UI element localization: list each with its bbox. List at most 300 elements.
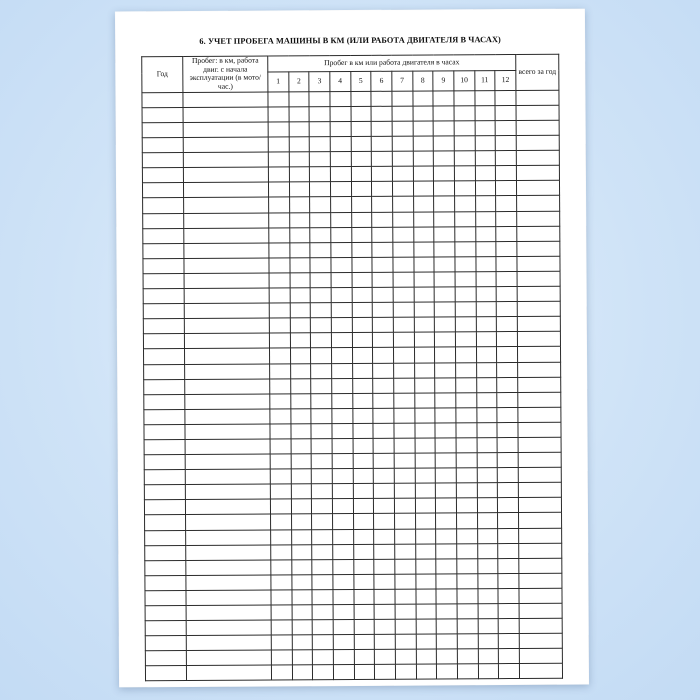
cell-month-2[interactable] (291, 424, 312, 439)
cell-month-7[interactable] (393, 242, 414, 257)
cell-month-9[interactable] (435, 393, 456, 408)
cell-year[interactable] (145, 666, 186, 681)
cell-month-4[interactable] (331, 288, 352, 303)
cell-year-total[interactable] (519, 603, 562, 618)
cell-month-11[interactable] (476, 287, 497, 302)
cell-month-9[interactable] (436, 544, 457, 559)
cell-month-4[interactable] (333, 605, 354, 620)
cell-month-5[interactable] (353, 499, 374, 514)
cell-month-1[interactable] (270, 378, 291, 393)
cell-month-12[interactable] (497, 453, 518, 468)
cell-month-10[interactable] (454, 166, 475, 181)
cell-month-9[interactable] (434, 151, 455, 166)
cell-month-11[interactable] (476, 377, 497, 392)
cell-month-10[interactable] (454, 151, 475, 166)
cell-month-6[interactable] (373, 348, 394, 363)
cell-month-8[interactable] (416, 649, 437, 664)
cell-month-1[interactable] (270, 363, 291, 378)
cell-month-1[interactable] (268, 167, 289, 182)
cell-month-7[interactable] (392, 121, 413, 136)
cell-month-11[interactable] (477, 573, 498, 588)
cell-month-1[interactable] (270, 499, 291, 514)
cell-year-total[interactable] (516, 90, 559, 105)
cell-month-4[interactable] (331, 212, 352, 227)
cell-month-7[interactable] (394, 468, 415, 483)
cell-month-7[interactable] (394, 408, 415, 423)
cell-month-5[interactable] (351, 152, 372, 167)
cell-month-2[interactable] (292, 620, 313, 635)
cell-month-7[interactable] (394, 393, 415, 408)
cell-month-11[interactable] (478, 619, 499, 634)
cell-odometer[interactable] (186, 545, 271, 561)
cell-month-2[interactable] (289, 182, 310, 197)
cell-odometer[interactable] (184, 333, 269, 349)
cell-month-1[interactable] (271, 635, 292, 650)
cell-month-8[interactable] (415, 529, 436, 544)
cell-year-total[interactable] (518, 498, 561, 513)
cell-month-9[interactable] (434, 196, 455, 211)
cell-month-5[interactable] (353, 529, 374, 544)
cell-month-8[interactable] (413, 91, 434, 106)
cell-month-6[interactable] (375, 634, 396, 649)
cell-month-7[interactable] (393, 212, 414, 227)
cell-year[interactable] (142, 123, 183, 138)
cell-month-4[interactable] (332, 408, 353, 423)
cell-month-1[interactable] (269, 197, 290, 212)
cell-month-3[interactable] (311, 363, 332, 378)
cell-month-2[interactable] (291, 499, 312, 514)
cell-month-10[interactable] (456, 513, 477, 528)
cell-month-4[interactable] (333, 620, 354, 635)
cell-month-10[interactable] (457, 619, 478, 634)
cell-year[interactable] (143, 319, 184, 334)
cell-month-1[interactable] (271, 650, 292, 665)
cell-month-7[interactable] (395, 559, 416, 574)
cell-month-4[interactable] (331, 197, 352, 212)
cell-month-4[interactable] (331, 227, 352, 242)
cell-month-3[interactable] (309, 91, 330, 106)
cell-month-8[interactable] (414, 317, 435, 332)
cell-month-2[interactable] (289, 197, 310, 212)
cell-month-8[interactable] (413, 212, 434, 227)
cell-year-total[interactable] (519, 664, 562, 679)
cell-month-6[interactable] (372, 242, 393, 257)
cell-month-4[interactable] (333, 544, 354, 559)
cell-month-10[interactable] (455, 257, 476, 272)
cell-month-10[interactable] (457, 664, 478, 679)
cell-month-7[interactable] (393, 287, 414, 302)
cell-month-7[interactable] (395, 529, 416, 544)
cell-month-3[interactable] (311, 424, 332, 439)
cell-odometer[interactable] (186, 665, 271, 681)
cell-month-6[interactable] (375, 665, 396, 680)
cell-month-10[interactable] (455, 347, 476, 362)
cell-month-3[interactable] (312, 484, 333, 499)
cell-month-2[interactable] (290, 378, 311, 393)
cell-month-5[interactable] (352, 348, 373, 363)
cell-year-total[interactable] (518, 467, 561, 482)
cell-year[interactable] (142, 138, 183, 153)
cell-month-10[interactable] (455, 332, 476, 347)
cell-month-11[interactable] (477, 468, 498, 483)
cell-month-11[interactable] (478, 664, 499, 679)
cell-month-9[interactable] (436, 528, 457, 543)
cell-month-6[interactable] (374, 589, 395, 604)
cell-month-11[interactable] (478, 649, 499, 664)
cell-month-5[interactable] (351, 242, 372, 257)
cell-year-total[interactable] (518, 422, 561, 437)
cell-month-1[interactable] (270, 394, 291, 409)
cell-month-4[interactable] (330, 152, 351, 167)
cell-month-10[interactable] (456, 423, 477, 438)
cell-month-6[interactable] (373, 317, 394, 332)
cell-month-11[interactable] (478, 604, 499, 619)
cell-year-total[interactable] (519, 573, 562, 588)
cell-year-total[interactable] (517, 256, 560, 271)
cell-month-9[interactable] (435, 468, 456, 483)
cell-month-8[interactable] (415, 574, 436, 589)
cell-month-3[interactable] (309, 122, 330, 137)
cell-year[interactable] (145, 575, 186, 590)
cell-month-6[interactable] (372, 197, 393, 212)
cell-month-2[interactable] (291, 409, 312, 424)
cell-month-7[interactable] (392, 151, 413, 166)
cell-year-total[interactable] (516, 181, 559, 196)
cell-month-5[interactable] (353, 469, 374, 484)
cell-month-8[interactable] (414, 287, 435, 302)
cell-year[interactable] (143, 304, 184, 319)
cell-month-7[interactable] (393, 257, 414, 272)
cell-year-total[interactable] (519, 543, 562, 558)
cell-month-10[interactable] (455, 226, 476, 241)
cell-month-7[interactable] (392, 106, 413, 121)
cell-month-11[interactable] (475, 121, 496, 136)
cell-odometer[interactable] (183, 152, 268, 168)
cell-month-11[interactable] (474, 90, 495, 105)
cell-month-6[interactable] (374, 544, 395, 559)
cell-odometer[interactable] (185, 439, 270, 455)
cell-year[interactable] (143, 258, 184, 273)
cell-month-1[interactable] (269, 243, 290, 258)
cell-year-total[interactable] (519, 513, 562, 528)
cell-month-3[interactable] (310, 197, 331, 212)
cell-odometer[interactable] (185, 394, 270, 410)
cell-month-2[interactable] (291, 454, 312, 469)
cell-month-2[interactable] (292, 590, 313, 605)
cell-month-6[interactable] (373, 302, 394, 317)
cell-month-4[interactable] (333, 559, 354, 574)
cell-month-1[interactable] (268, 152, 289, 167)
cell-odometer[interactable] (184, 228, 269, 244)
cell-month-9[interactable] (434, 302, 455, 317)
cell-month-3[interactable] (311, 303, 332, 318)
cell-month-4[interactable] (331, 348, 352, 363)
cell-month-5[interactable] (353, 423, 374, 438)
cell-month-10[interactable] (454, 196, 475, 211)
cell-month-10[interactable] (454, 91, 475, 106)
cell-month-11[interactable] (475, 166, 496, 181)
cell-month-7[interactable] (393, 302, 414, 317)
cell-month-5[interactable] (353, 514, 374, 529)
cell-month-2[interactable] (291, 544, 312, 559)
cell-month-10[interactable] (455, 211, 476, 226)
cell-odometer[interactable] (184, 197, 269, 213)
cell-odometer[interactable] (186, 514, 271, 530)
cell-month-3[interactable] (312, 590, 333, 605)
cell-month-1[interactable] (269, 258, 290, 273)
cell-month-1[interactable] (270, 484, 291, 499)
cell-year-total[interactable] (517, 301, 560, 316)
cell-month-9[interactable] (434, 166, 455, 181)
cell-month-9[interactable] (436, 483, 457, 498)
cell-month-5[interactable] (353, 453, 374, 468)
cell-month-10[interactable] (455, 287, 476, 302)
cell-month-4[interactable] (333, 529, 354, 544)
cell-month-12[interactable] (497, 362, 518, 377)
cell-month-2[interactable] (289, 227, 310, 242)
cell-month-4[interactable] (330, 167, 351, 182)
cell-year-total[interactable] (518, 392, 561, 407)
cell-month-5[interactable] (351, 182, 372, 197)
cell-month-12[interactable] (496, 256, 517, 271)
cell-month-3[interactable] (312, 620, 333, 635)
cell-month-6[interactable] (374, 559, 395, 574)
cell-month-3[interactable] (313, 650, 334, 665)
cell-month-9[interactable] (436, 589, 457, 604)
cell-month-11[interactable] (476, 317, 497, 332)
cell-month-1[interactable] (271, 665, 292, 680)
cell-month-1[interactable] (271, 514, 292, 529)
cell-month-6[interactable] (372, 151, 393, 166)
cell-month-7[interactable] (395, 544, 416, 559)
cell-month-7[interactable] (392, 182, 413, 197)
cell-month-4[interactable] (332, 378, 353, 393)
cell-month-9[interactable] (433, 106, 454, 121)
cell-month-8[interactable] (415, 559, 436, 574)
cell-month-2[interactable] (291, 484, 312, 499)
cell-month-2[interactable] (292, 605, 313, 620)
cell-month-7[interactable] (394, 453, 415, 468)
cell-year[interactable] (143, 213, 184, 228)
cell-month-9[interactable] (435, 423, 456, 438)
cell-month-11[interactable] (477, 423, 498, 438)
cell-month-10[interactable] (457, 574, 478, 589)
cell-month-12[interactable] (497, 347, 518, 362)
cell-month-1[interactable] (271, 560, 292, 575)
cell-month-12[interactable] (498, 558, 519, 573)
cell-month-5[interactable] (351, 121, 372, 136)
cell-month-9[interactable] (436, 513, 457, 528)
cell-month-10[interactable] (454, 136, 475, 151)
cell-month-4[interactable] (331, 303, 352, 318)
cell-month-11[interactable] (477, 543, 498, 558)
cell-month-9[interactable] (434, 211, 455, 226)
cell-month-10[interactable] (457, 649, 478, 664)
cell-month-3[interactable] (312, 529, 333, 544)
cell-year[interactable] (142, 168, 183, 183)
cell-month-2[interactable] (290, 288, 311, 303)
cell-month-10[interactable] (456, 468, 477, 483)
cell-odometer[interactable] (184, 318, 269, 334)
cell-odometer[interactable] (183, 167, 268, 183)
cell-month-8[interactable] (415, 544, 436, 559)
cell-month-4[interactable] (332, 363, 353, 378)
cell-month-11[interactable] (476, 407, 497, 422)
cell-month-9[interactable] (434, 242, 455, 257)
cell-month-10[interactable] (454, 181, 475, 196)
cell-year[interactable] (145, 515, 186, 530)
cell-year-total[interactable] (517, 347, 560, 362)
cell-month-9[interactable] (435, 317, 456, 332)
cell-month-8[interactable] (413, 181, 434, 196)
cell-month-10[interactable] (455, 272, 476, 287)
cell-month-3[interactable] (312, 574, 333, 589)
cell-month-11[interactable] (475, 181, 496, 196)
cell-year-total[interactable] (518, 407, 561, 422)
cell-month-2[interactable] (290, 318, 311, 333)
cell-month-3[interactable] (313, 665, 334, 680)
cell-month-7[interactable] (395, 589, 416, 604)
cell-month-2[interactable] (290, 258, 311, 273)
cell-month-2[interactable] (292, 575, 313, 590)
cell-month-7[interactable] (393, 227, 414, 242)
cell-month-11[interactable] (475, 136, 496, 151)
cell-month-4[interactable] (332, 514, 353, 529)
cell-month-3[interactable] (310, 137, 331, 152)
cell-month-9[interactable] (435, 347, 456, 362)
cell-month-10[interactable] (456, 377, 477, 392)
cell-month-6[interactable] (374, 468, 395, 483)
cell-year-total[interactable] (516, 166, 559, 181)
cell-month-9[interactable] (436, 604, 457, 619)
cell-odometer[interactable] (183, 92, 268, 108)
cell-odometer[interactable] (185, 409, 270, 425)
cell-month-11[interactable] (477, 528, 498, 543)
cell-month-12[interactable] (498, 498, 519, 513)
cell-month-3[interactable] (311, 378, 332, 393)
cell-month-1[interactable] (271, 575, 292, 590)
cell-month-7[interactable] (393, 272, 414, 287)
cell-month-2[interactable] (289, 122, 310, 137)
cell-month-10[interactable] (457, 604, 478, 619)
cell-year[interactable] (145, 651, 186, 666)
cell-month-6[interactable] (371, 136, 392, 151)
cell-month-3[interactable] (311, 318, 332, 333)
cell-month-6[interactable] (372, 257, 393, 272)
cell-month-12[interactable] (498, 543, 519, 558)
cell-year[interactable] (142, 183, 183, 198)
cell-year[interactable] (143, 273, 184, 288)
cell-month-5[interactable] (352, 287, 373, 302)
cell-month-5[interactable] (352, 393, 373, 408)
cell-month-11[interactable] (476, 302, 497, 317)
cell-month-7[interactable] (394, 498, 415, 513)
cell-month-2[interactable] (291, 559, 312, 574)
cell-odometer[interactable] (184, 243, 269, 259)
cell-month-3[interactable] (310, 288, 331, 303)
cell-year[interactable] (144, 409, 185, 424)
cell-month-3[interactable] (311, 393, 332, 408)
cell-month-2[interactable] (290, 243, 311, 258)
cell-month-2[interactable] (292, 650, 313, 665)
cell-year-total[interactable] (517, 196, 560, 211)
cell-month-2[interactable] (289, 167, 310, 182)
cell-month-4[interactable] (330, 91, 351, 106)
cell-month-4[interactable] (331, 257, 352, 272)
cell-odometer[interactable] (185, 424, 270, 440)
cell-month-7[interactable] (395, 649, 416, 664)
cell-month-9[interactable] (435, 408, 456, 423)
cell-month-1[interactable] (269, 273, 290, 288)
cell-month-6[interactable] (373, 333, 394, 348)
cell-month-11[interactable] (475, 106, 496, 121)
cell-year-total[interactable] (518, 452, 561, 467)
cell-odometer[interactable] (185, 484, 270, 500)
cell-month-6[interactable] (371, 121, 392, 136)
cell-year[interactable] (143, 228, 184, 243)
cell-month-10[interactable] (457, 589, 478, 604)
cell-odometer[interactable] (183, 107, 268, 123)
cell-month-12[interactable] (498, 619, 519, 634)
cell-month-5[interactable] (351, 136, 372, 151)
cell-month-6[interactable] (373, 453, 394, 468)
cell-month-4[interactable] (333, 665, 354, 680)
cell-month-5[interactable] (353, 484, 374, 499)
cell-month-3[interactable] (312, 544, 333, 559)
cell-month-9[interactable] (436, 634, 457, 649)
cell-month-3[interactable] (312, 605, 333, 620)
cell-month-8[interactable] (416, 619, 437, 634)
cell-month-6[interactable] (373, 423, 394, 438)
cell-month-7[interactable] (392, 136, 413, 151)
cell-month-6[interactable] (372, 227, 393, 242)
cell-month-5[interactable] (353, 438, 374, 453)
cell-month-10[interactable] (456, 453, 477, 468)
cell-year-total[interactable] (517, 226, 560, 241)
cell-month-5[interactable] (352, 378, 373, 393)
cell-month-4[interactable] (330, 182, 351, 197)
cell-month-8[interactable] (416, 664, 437, 679)
cell-month-12[interactable] (498, 513, 519, 528)
cell-month-9[interactable] (433, 91, 454, 106)
cell-month-12[interactable] (497, 377, 518, 392)
cell-month-7[interactable] (394, 483, 415, 498)
cell-month-12[interactable] (498, 483, 519, 498)
cell-month-4[interactable] (331, 333, 352, 348)
cell-month-6[interactable] (374, 514, 395, 529)
cell-month-12[interactable] (496, 287, 517, 302)
cell-month-8[interactable] (414, 393, 435, 408)
cell-month-10[interactable] (456, 408, 477, 423)
cell-month-11[interactable] (475, 196, 496, 211)
cell-month-1[interactable] (269, 318, 290, 333)
cell-month-1[interactable] (269, 228, 290, 243)
cell-month-4[interactable] (333, 589, 354, 604)
cell-month-5[interactable] (354, 619, 375, 634)
cell-month-7[interactable] (394, 514, 415, 529)
cell-year[interactable] (143, 289, 184, 304)
cell-odometer[interactable] (186, 575, 271, 591)
cell-month-11[interactable] (477, 483, 498, 498)
cell-month-3[interactable] (309, 107, 330, 122)
cell-month-2[interactable] (289, 137, 310, 152)
cell-month-9[interactable] (437, 664, 458, 679)
cell-year-total[interactable] (519, 528, 562, 543)
cell-month-5[interactable] (351, 106, 372, 121)
cell-month-4[interactable] (330, 106, 351, 121)
cell-month-2[interactable] (289, 152, 310, 167)
cell-month-12[interactable] (498, 603, 519, 618)
